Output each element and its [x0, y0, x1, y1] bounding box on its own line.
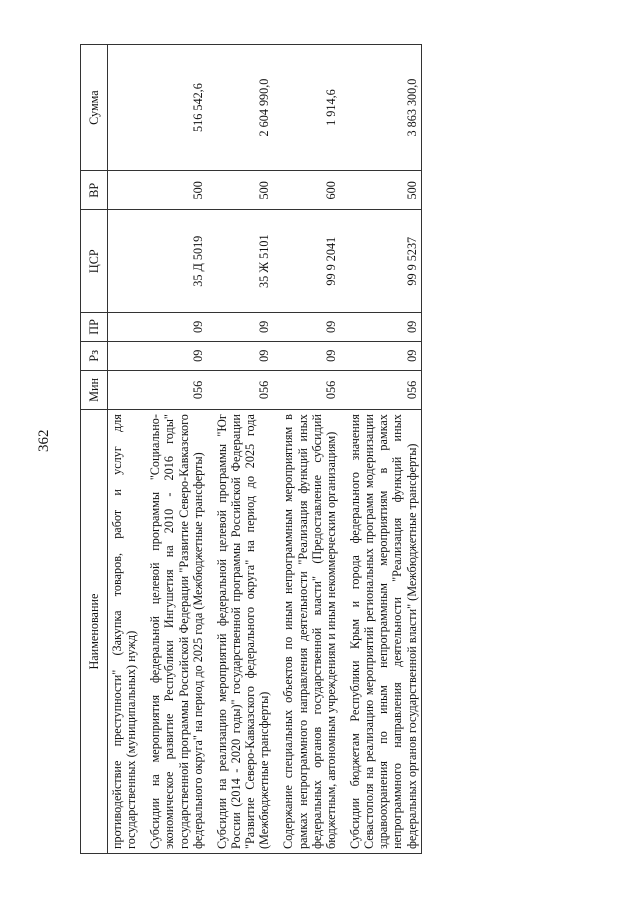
header-sum: Сумма: [81, 45, 108, 171]
row-vr: [108, 171, 141, 210]
row-vr: 500: [207, 171, 274, 210]
table-row: [140, 45, 207, 854]
row-min: [108, 370, 141, 409]
row-rz: [108, 341, 141, 370]
header-rz: Рз: [81, 341, 108, 370]
row-rz: 09: [140, 341, 207, 370]
row-name: Субсидии бюджетам Республики Крым и города федерального значения Севастополя на реализацию мероприятий региональных программ модернизации здравоохранения по иным непрограммным мероприятиям в рамках непрограммного направления деятельности "Реализация функций иных федеральных органов государственной власти" (Межбюджетные трансферты): [340, 410, 421, 854]
table-header-row: [81, 45, 108, 854]
row-sum: 516 542,6: [140, 45, 207, 171]
budget-table-container: [80, 44, 600, 854]
row-sum: 2 604 990,0: [207, 45, 274, 171]
budget-table: [80, 44, 422, 854]
table-row: [273, 45, 340, 854]
row-rz: 09: [273, 341, 340, 370]
row-sum: [108, 45, 141, 171]
row-min: 056: [207, 370, 274, 409]
header-pr: ПР: [81, 312, 108, 341]
header-min: Мин: [81, 370, 108, 409]
row-pr: 09: [340, 312, 421, 341]
row-csr: 99 9 5237: [340, 210, 421, 312]
table-row: [108, 45, 141, 854]
row-name: Субсидии на мероприятия федеральной целевой программы "Социально-экономическое развитие Республики Ингушетия на 2010 - 2016 годы" государственной программы Российской Федерации "Развитие Северо-Кавказского федерального округа" на период до 2025 года (Межбюджетные трансферты): [140, 410, 207, 854]
row-rz: 09: [207, 341, 274, 370]
row-min: 056: [140, 370, 207, 409]
row-sum: 1 914,6: [273, 45, 340, 171]
row-csr: 99 9 2041: [273, 210, 340, 312]
row-sum: 3 863 300,0: [340, 45, 421, 171]
table-row: [340, 45, 421, 854]
page-number: 362: [36, 429, 52, 452]
header-csr: ЦСР: [81, 210, 108, 312]
row-name: Субсидии на реализацию мероприятий федеральной целевой программы "Юг России (2014 - 2020 годы)" государственной программы Российской Федерации "Развитие Северо-Кавказского федерального округа" на период до 2025 года (Межбюджетные трансферты): [207, 410, 274, 854]
row-pr: 09: [140, 312, 207, 341]
row-vr: 500: [340, 171, 421, 210]
row-min: 056: [273, 370, 340, 409]
row-min: 056: [340, 370, 421, 409]
row-rz: 09: [340, 341, 421, 370]
row-pr: 09: [207, 312, 274, 341]
header-vr: ВР: [81, 171, 108, 210]
row-name: Содержание специальных объектов по иным непрограммным мероприятиям в рамках непрограммного направления деятельности "Реализация функций иных федеральных органов государственной власти" (Предоставление субсидий бюджетным, автономным учреждениям и иным некоммерческим организациям): [273, 410, 340, 854]
row-csr: [108, 210, 141, 312]
row-name: противодействие преступности" (Закупка товаров, работ и услуг для государственных (муниципальных) нужд): [108, 410, 141, 854]
row-pr: [108, 312, 141, 341]
header-name: Наименование: [81, 410, 108, 854]
row-pr: 09: [273, 312, 340, 341]
row-vr: 600: [273, 171, 340, 210]
row-vr: 500: [140, 171, 207, 210]
row-csr: 35 Ж 5101: [207, 210, 274, 312]
table-row: [207, 45, 274, 854]
row-csr: 35 Д 5019: [140, 210, 207, 312]
